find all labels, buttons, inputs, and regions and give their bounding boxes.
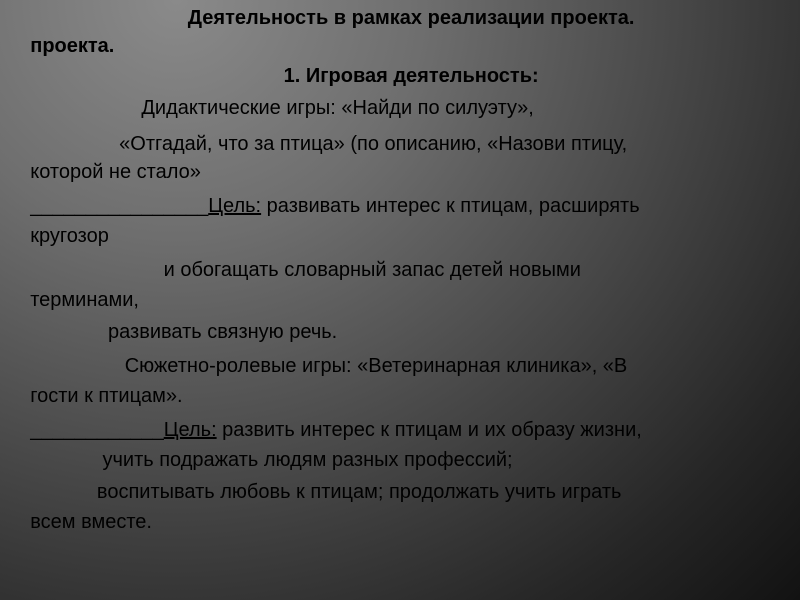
project-line-text: проекта. [30, 35, 115, 57]
line-text: которой не стало» [30, 161, 201, 183]
underline-prefix: ________________ [30, 195, 209, 217]
line-text: воспитывать любовь к птицам; продолжать учить играть [96, 481, 622, 503]
line-text: развивать связную речь. [108, 321, 338, 343]
line-text: «Отгадай, что за птица» (по описанию, «Назови птицу, [119, 133, 628, 155]
line-text: гости к птицам». [30, 385, 183, 407]
line-text: и обогащать словарный запас детей новыми [163, 259, 581, 281]
line-text: терминами, [30, 289, 139, 311]
section-heading-text: 1. Игровая деятельность: [283, 65, 539, 87]
line-text: учить подражать людям разных профессий; [102, 449, 513, 471]
line-text: Дидактические игры: «Найди по силуэту», [141, 97, 534, 119]
line-text: всем вместе. [30, 511, 152, 533]
line-text: развить интерес к птицам и их образу жизни, [216, 419, 642, 441]
line-text: кругозор [30, 225, 109, 247]
goal-label: Цель: [163, 419, 217, 441]
line-text: Сюжетно-ролевые игры: «Ветеринарная клиника», «В [124, 355, 628, 377]
goal-label: Цель: [208, 195, 262, 217]
underline-prefix: ____________ [30, 419, 164, 441]
text-line-14 [8, 486, 786, 558]
line-text: развивать интерес к птицам, расширять [261, 195, 640, 217]
cropped-heading-text: Деятельность в рамках реализации проекта. [187, 7, 635, 29]
